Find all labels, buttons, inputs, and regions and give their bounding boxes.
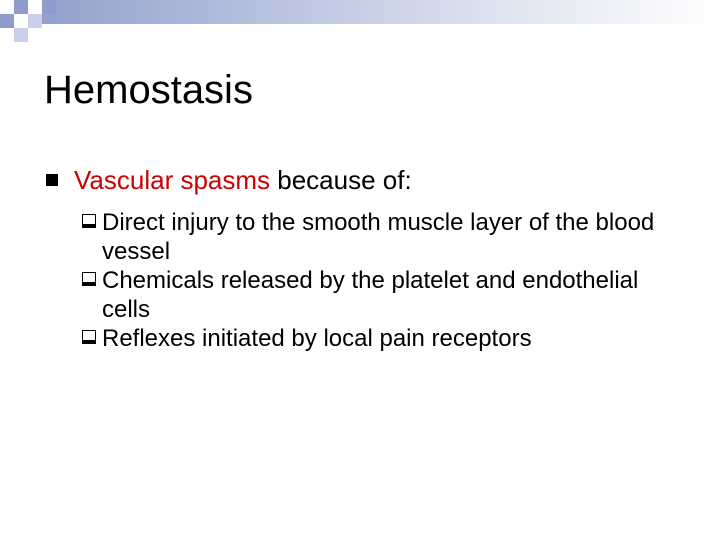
hollow-square-bullet-icon bbox=[82, 214, 96, 228]
header-gradient-bar bbox=[0, 0, 720, 24]
bullet-rest-text: because of: bbox=[270, 165, 412, 195]
checker-square bbox=[28, 0, 42, 14]
checker-square bbox=[42, 0, 56, 14]
main-bullet-text bbox=[74, 163, 412, 197]
checker-square bbox=[14, 14, 28, 28]
checker-square bbox=[28, 14, 42, 28]
list-item-text: Reflexes initiated by local pain receptors bbox=[102, 325, 532, 352]
square-bullet-icon bbox=[46, 174, 58, 186]
list-item bbox=[80, 266, 680, 324]
highlight-text: Vascular spasms bbox=[74, 165, 271, 195]
list-item-text: Chemicals released by the platelet and endothelial cells bbox=[102, 267, 639, 323]
list-item bbox=[80, 324, 680, 353]
checker-square bbox=[0, 0, 14, 14]
checker-square bbox=[14, 28, 28, 42]
hollow-square-bullet-icon bbox=[82, 330, 96, 344]
sub-bullet-list bbox=[80, 208, 680, 353]
checker-square bbox=[14, 0, 28, 14]
checker-square bbox=[0, 28, 14, 42]
slide-title: Hemostasis bbox=[44, 68, 253, 112]
header-decoration bbox=[0, 0, 720, 46]
checker-square bbox=[0, 14, 14, 28]
list-item bbox=[80, 208, 680, 266]
hollow-square-bullet-icon bbox=[82, 272, 96, 286]
list-item-text: Direct injury to the smooth muscle layer of the blood vessel bbox=[102, 209, 655, 265]
